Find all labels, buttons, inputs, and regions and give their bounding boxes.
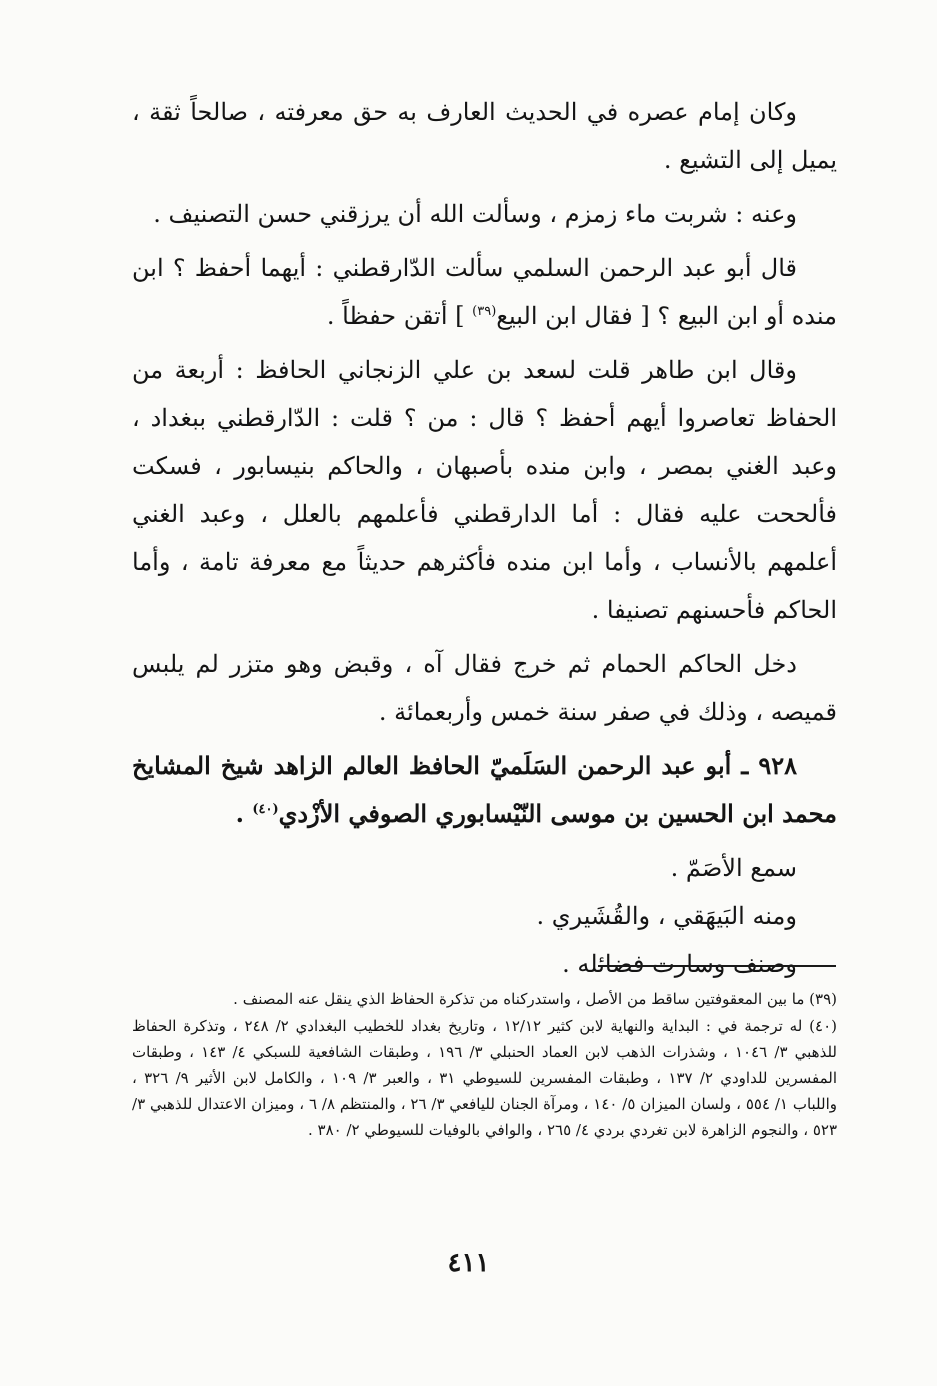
line-writings: وصنف وسارت فضائله . [562,950,797,978]
footnote-reference: (٣٩) [472,304,497,319]
footnote-reference: (٤٠) [252,802,279,817]
entry-text: . [235,799,253,828]
entry-text: ٩٢٨ ـ أبو عبد الرحمن السَلَميّ الحافظ العالم الزاهد شيخ المشايخ محمد ابن الحسين بن موسى النّيْسابوري الصوفي الأزْدي [132,751,837,828]
line-students: ومنه البَيهَقي ، والقُشَيري . [536,902,797,930]
paragraph-text: ] أتقن حفظاً . [326,302,473,330]
paragraph-character: وكان إمام عصره في الحديث العارف به حق معرفته ، صالحاً ثقة ، يميل إلى التشيع . [132,98,837,174]
paragraph-text: قال أبو عبد الرحمن السلمي سألت الدّارقطني : أيهما أحفظ ؟ ابن منده أو ابن البيع ؟ [ فقال ابن البيع [132,254,837,330]
main-text [132,88,837,988]
footnote-divider [598,965,836,967]
page-number: ٤١١ [447,1248,490,1278]
paragraph-zamzam: وعنه : شربت ماء زمزم ، وسألت الله أن يرزقني حسن التصنيف . [153,200,797,228]
paragraph-sulami-question [132,244,837,340]
footnotes [132,986,837,1144]
paragraph-death: دخل الحاكم الحمام ثم خرج فقال آه ، وقبض وهو متزر لم يلبس قميصه ، وذلك في صفر سنة خمس وأربعمائة . [132,650,837,726]
footnote-40: (٤٠) له ترجمة في : البداية والنهاية لابن كثير ١٢/١٢ ، وتاريخ بغداد للخطيب البغدادي ٢/ ٢٤٨ ، وتذكرة الحفاظ للذهبي ٣/ ١٠٤٦ ، وشذرات الذهب لابن العماد الحنبلي ٣/ ١٩٦ ، وطبقات الشافعية للسبكي ٤/ ١٤٣ ، وطبقات المفسرين للداودي ٢/ ١٣٧ ، وطبقات المفسرين للسيوطي ٣١ ، والعبر ٣/ ١٠٩ ، والكامل لابن الأثير ٩/ ٣٢٦ ، واللباب ١/ ٥٥٤ ، ولسان الميزان ٥/ ١٤٠ ، ومرآة الجنان لليافعي ٣/ ٢٦ ، والمنتظم ٨/ ٦ ، وميزان الاعتدال للذهبي ٣/ ٥٢٣ ، والنجوم الزاهرة لابن تغردي بردي ٤/ ٢٦٥ ، والوافي بالوفيات للسيوطي ٢/ ٣٨٠ . [132,1017,838,1139]
footnote-39: (٣٩) ما بين المعقوفتين ساقط من الأصل ، واستدركناه من تذكرة الحفاظ الذي ينقل عنه المصنف . [233,990,837,1008]
biography-entry-heading [132,742,837,838]
paragraph-four-huffaz: وقال ابن طاهر قلت لسعد بن علي الزنجاني الحافظ : أربعة من الحفاظ تعاصروا أيهم أحفظ ؟ قال : من ؟ قلت : الدّارقطني ببغداد ، وعبد الغني بمصر ، وابن منده بأصبهان ، والحاكم بنيسابور ، فسكت فألححت عليه فقال : أما الدارقطني فأعلمهم بالعلل ، وعبد الغني أعلمهم بالأنساب ، وأما ابن منده فأكثرهم حديثاً مع معرفة تامة ، وأما الحاكم فأحسنهم تصنيفا . [132,356,837,624]
line-heard: سمع الأصَمّ . [670,854,797,882]
